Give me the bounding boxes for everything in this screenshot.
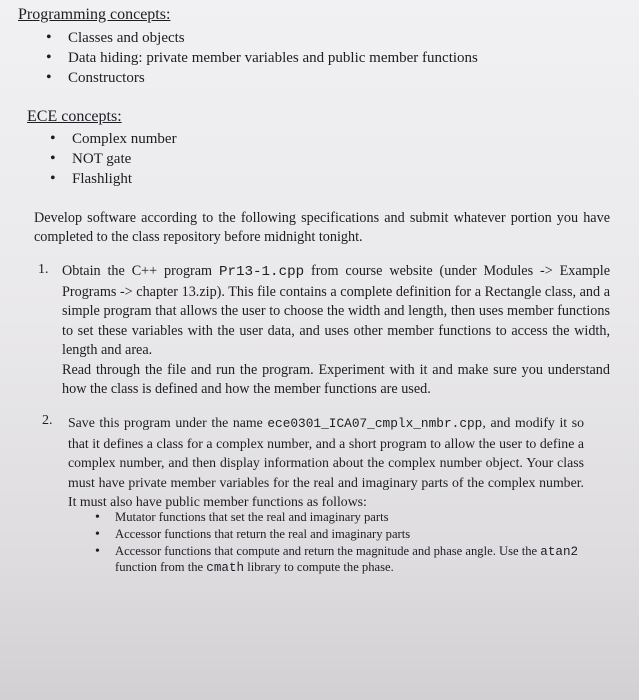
list-item: • Mutator functions that set the real and imaginary parts xyxy=(85,510,585,525)
step-1-text-c: Read through the file and run the program. Experiment with it and make sure you understand how the class is defined and how the member functions are used. xyxy=(62,361,610,397)
list-item: • Classes and objects xyxy=(40,28,478,48)
ece-concepts-list xyxy=(44,129,177,189)
atan2-code: atan2 xyxy=(540,545,579,559)
list-item: • Constructors xyxy=(40,68,478,88)
intro-paragraph: Develop software according to the following specifications and submit whatever portion you have completed to the class repository before midnight tonight. xyxy=(34,210,610,245)
ece-concepts-heading: ECE concepts: xyxy=(27,108,122,125)
list-item: • Flashlight xyxy=(44,169,177,189)
step-2-text-b: , and modify it so that it defines a class for a complex number, and a short program to allow the user to define a complex number, and then display information about the complex number object. Your class must have private member variables for the real and imaginary parts of the complex number. It must also have public member functions as follows: xyxy=(68,415,584,509)
list-item: • Accessor functions that return the real and imaginary parts xyxy=(85,527,585,542)
bullet-text-a: Accessor functions that compute and return the magnitude and phase angle. Use the xyxy=(115,544,541,558)
step-1-filename: Pr13-1.cpp xyxy=(218,264,305,280)
step-2-text-a: Save this program under the name xyxy=(68,415,268,430)
bullet-text-b: function from the xyxy=(115,560,207,574)
step-1-text xyxy=(62,262,610,400)
programming-concepts-heading: Programming concepts: xyxy=(18,6,171,23)
step-2-text xyxy=(68,413,584,512)
list-item: • NOT gate xyxy=(44,149,177,169)
step-2-function-list xyxy=(85,510,585,578)
step-1-text-b: from course website (under Modules -> Example Programs -> chapter 13.zip). This file contains a complete definition for a Rectangle class, and a simple program that allows the user to choose the width and length, then uses member functions to set these variables with the user data, and uses other member functions to access the width, length and area. xyxy=(62,263,610,358)
list-item: • Complex number xyxy=(44,129,177,149)
step-1-text-a: Obtain the C++ program xyxy=(62,263,219,279)
cmath-code: cmath xyxy=(206,561,245,575)
step-2-number: 2. xyxy=(42,413,53,428)
list-item: • Data hiding: private member variables and public member functions xyxy=(40,48,478,68)
bullet-text-c: library to compute the phase. xyxy=(244,560,394,574)
list-item xyxy=(85,544,585,576)
step-1-number: 1. xyxy=(38,262,49,277)
programming-concepts-list xyxy=(40,28,478,88)
step-2-filename: ece0301_ICA07_cmplx_nmbr.cpp xyxy=(267,416,483,431)
